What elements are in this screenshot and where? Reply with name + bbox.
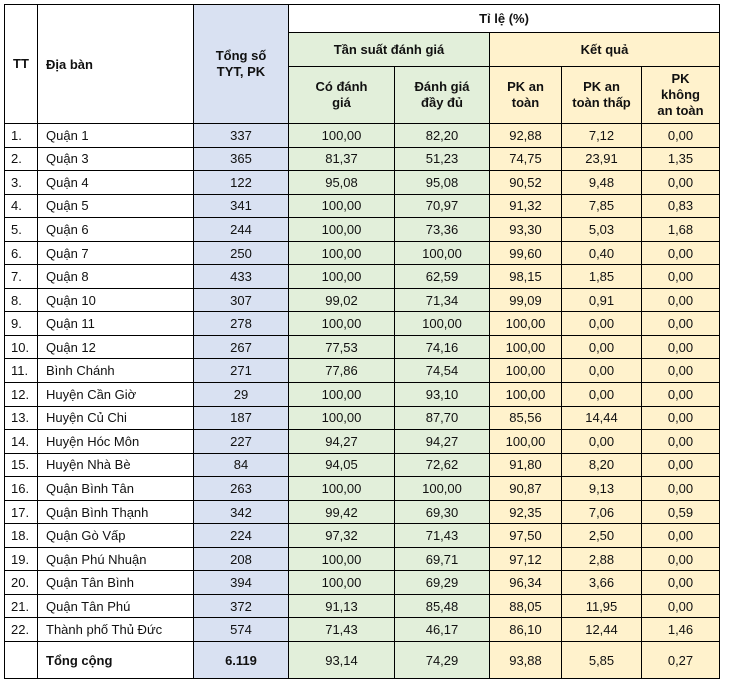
- row-low-safety: 23,91: [562, 147, 642, 171]
- row-safe: 100,00: [490, 312, 562, 336]
- row-assessed: 91,13: [289, 594, 395, 618]
- row-unsafe: 0,00: [642, 241, 720, 265]
- row-full: 87,70: [395, 406, 490, 430]
- row-assessed: 97,32: [289, 524, 395, 548]
- row-index: 14.: [5, 430, 38, 454]
- row-safe: 93,30: [490, 218, 562, 242]
- row-low-safety: 0,91: [562, 288, 642, 312]
- row-low-safety: 0,00: [562, 383, 642, 407]
- row-index: 11.: [5, 359, 38, 383]
- header-assessed-line1: Có đánh: [315, 79, 368, 94]
- row-safe: 96,34: [490, 571, 562, 595]
- row-unsafe: 0,00: [642, 524, 720, 548]
- row-index: 18.: [5, 524, 38, 548]
- row-total: 250: [194, 241, 289, 265]
- row-unsafe: 0,00: [642, 571, 720, 595]
- row-index: 6.: [5, 241, 38, 265]
- row-safe: 86,10: [490, 618, 562, 642]
- row-place: Quận Tân Bình: [38, 571, 194, 595]
- table-row: [5, 430, 720, 454]
- table-row: [5, 241, 720, 265]
- header-place: Địa bàn: [38, 5, 194, 124]
- row-place: Huyện Củ Chi: [38, 406, 194, 430]
- row-unsafe: 0,00: [642, 335, 720, 359]
- row-total: 263: [194, 477, 289, 501]
- row-low-safety: 7,12: [562, 124, 642, 148]
- row-total: 574: [194, 618, 289, 642]
- row-assessed: 99,02: [289, 288, 395, 312]
- row-total: 307: [194, 288, 289, 312]
- row-assessed: 94,05: [289, 453, 395, 477]
- header-total-line2: TYT, PK: [216, 64, 266, 79]
- table-row: [5, 406, 720, 430]
- row-place: Quận 3: [38, 147, 194, 171]
- row-place: Thành phố Thủ Đức: [38, 618, 194, 642]
- row-low-safety: 11,95: [562, 594, 642, 618]
- total-count: 6.119: [194, 642, 289, 679]
- row-full: 82,20: [395, 124, 490, 148]
- row-total: 244: [194, 218, 289, 242]
- row-assessed: 100,00: [289, 194, 395, 218]
- row-unsafe: 0,00: [642, 288, 720, 312]
- header-total: [194, 5, 289, 124]
- row-safe: 98,15: [490, 265, 562, 289]
- table-row: [5, 500, 720, 524]
- total-full: 74,29: [395, 642, 490, 679]
- row-low-safety: 12,44: [562, 618, 642, 642]
- row-total: 337: [194, 124, 289, 148]
- row-index: 7.: [5, 265, 38, 289]
- row-full: 71,43: [395, 524, 490, 548]
- total-row: [5, 642, 720, 679]
- header-safe-line1: PK an: [507, 79, 544, 94]
- row-index: 3.: [5, 171, 38, 195]
- row-assessed: 77,53: [289, 335, 395, 359]
- row-unsafe: 1,68: [642, 218, 720, 242]
- row-safe: 91,80: [490, 453, 562, 477]
- total-assessed: 93,14: [289, 642, 395, 679]
- row-total: 342: [194, 500, 289, 524]
- table-row: [5, 124, 720, 148]
- row-place: Huyện Cần Giờ: [38, 383, 194, 407]
- row-place: Quận 4: [38, 171, 194, 195]
- header-total-line1: Tổng số: [215, 48, 267, 63]
- row-index: 21.: [5, 594, 38, 618]
- row-safe: 90,52: [490, 171, 562, 195]
- row-assessed: 100,00: [289, 383, 395, 407]
- row-assessed: 99,42: [289, 500, 395, 524]
- header-tt: TT: [5, 5, 38, 124]
- row-low-safety: 2,88: [562, 547, 642, 571]
- table-row: [5, 547, 720, 571]
- row-low-safety: 8,20: [562, 453, 642, 477]
- row-total: 267: [194, 335, 289, 359]
- row-full: 73,36: [395, 218, 490, 242]
- row-full: 74,16: [395, 335, 490, 359]
- row-assessed: 81,37: [289, 147, 395, 171]
- row-full: 93,10: [395, 383, 490, 407]
- row-assessed: 95,08: [289, 171, 395, 195]
- row-safe: 99,09: [490, 288, 562, 312]
- row-unsafe: 0,00: [642, 171, 720, 195]
- row-index: 16.: [5, 477, 38, 501]
- row-safe: 97,50: [490, 524, 562, 548]
- table-row: [5, 265, 720, 289]
- row-assessed: 100,00: [289, 265, 395, 289]
- row-unsafe: 0,00: [642, 265, 720, 289]
- row-total: 227: [194, 430, 289, 454]
- row-index: 5.: [5, 218, 38, 242]
- table-row: [5, 288, 720, 312]
- header-row-1: [5, 5, 720, 33]
- row-full: 74,54: [395, 359, 490, 383]
- row-unsafe: 0,00: [642, 594, 720, 618]
- row-index: 15.: [5, 453, 38, 477]
- table-row: [5, 171, 720, 195]
- row-place: Quận 1: [38, 124, 194, 148]
- row-unsafe: 0,59: [642, 500, 720, 524]
- row-full: 70,97: [395, 194, 490, 218]
- row-low-safety: 0,00: [562, 430, 642, 454]
- total-low-safety: 5,85: [562, 642, 642, 679]
- header-unsafe: [642, 67, 720, 124]
- header-low-line1: PK an: [583, 79, 620, 94]
- row-place: Quận Tân Phú: [38, 594, 194, 618]
- row-low-safety: 2,50: [562, 524, 642, 548]
- row-full: 69,71: [395, 547, 490, 571]
- row-total: 433: [194, 265, 289, 289]
- table-body: [5, 124, 720, 642]
- row-place: Quận 8: [38, 265, 194, 289]
- row-total: 365: [194, 147, 289, 171]
- header-full-line1: Đánh giá: [414, 79, 470, 94]
- clinic-safety-table: [4, 4, 720, 679]
- row-place: Quận 10: [38, 288, 194, 312]
- row-total: 122: [194, 171, 289, 195]
- row-index: 13.: [5, 406, 38, 430]
- row-safe: 85,56: [490, 406, 562, 430]
- table-row: [5, 312, 720, 336]
- row-unsafe: 1,35: [642, 147, 720, 171]
- row-safe: 100,00: [490, 383, 562, 407]
- row-assessed: 100,00: [289, 406, 395, 430]
- row-unsafe: 0,00: [642, 477, 720, 501]
- row-safe: 100,00: [490, 430, 562, 454]
- header-assessed: [289, 67, 395, 124]
- table-row: [5, 218, 720, 242]
- row-low-safety: 7,06: [562, 500, 642, 524]
- row-unsafe: 0,00: [642, 547, 720, 571]
- row-full: 69,29: [395, 571, 490, 595]
- row-assessed: 100,00: [289, 241, 395, 265]
- row-safe: 97,12: [490, 547, 562, 571]
- row-index: 20.: [5, 571, 38, 595]
- row-total: 372: [194, 594, 289, 618]
- row-assessed: 71,43: [289, 618, 395, 642]
- row-low-safety: 0,00: [562, 312, 642, 336]
- table-row: [5, 383, 720, 407]
- row-assessed: 100,00: [289, 547, 395, 571]
- row-total: 278: [194, 312, 289, 336]
- row-low-safety: 5,03: [562, 218, 642, 242]
- table-row: [5, 335, 720, 359]
- row-total: 224: [194, 524, 289, 548]
- row-index: 12.: [5, 383, 38, 407]
- table-row: [5, 194, 720, 218]
- total-safe: 93,88: [490, 642, 562, 679]
- row-assessed: 100,00: [289, 571, 395, 595]
- row-index: 22.: [5, 618, 38, 642]
- row-total: 271: [194, 359, 289, 383]
- row-unsafe: 0,00: [642, 406, 720, 430]
- row-place: Quận Gò Vấp: [38, 524, 194, 548]
- header-frequency: Tần suất đánh giá: [289, 33, 490, 67]
- row-low-safety: 9,13: [562, 477, 642, 501]
- row-assessed: 100,00: [289, 124, 395, 148]
- row-index: 19.: [5, 547, 38, 571]
- header-unsafe-line1: PK: [671, 71, 690, 86]
- row-unsafe: 0,83: [642, 194, 720, 218]
- header-assessed-line2: giá: [332, 95, 351, 110]
- row-full: 85,48: [395, 594, 490, 618]
- row-index: 9.: [5, 312, 38, 336]
- header-full-line2: đầy đủ: [421, 95, 463, 110]
- row-place: Quận Phú Nhuận: [38, 547, 194, 571]
- row-full: 100,00: [395, 312, 490, 336]
- row-full: 46,17: [395, 618, 490, 642]
- header-unsafe-line2: không: [661, 87, 700, 102]
- row-place: Quận 6: [38, 218, 194, 242]
- row-place: Quận Bình Tân: [38, 477, 194, 501]
- row-safe: 99,60: [490, 241, 562, 265]
- row-safe: 92,35: [490, 500, 562, 524]
- row-place: Huyện Hóc Môn: [38, 430, 194, 454]
- row-total: 29: [194, 383, 289, 407]
- row-unsafe: 0,00: [642, 359, 720, 383]
- row-index: 1.: [5, 124, 38, 148]
- table-row: [5, 571, 720, 595]
- row-unsafe: 0,00: [642, 124, 720, 148]
- row-total: 187: [194, 406, 289, 430]
- row-safe: 92,88: [490, 124, 562, 148]
- header-low-safety: [562, 67, 642, 124]
- header-ratio: Tỉ lệ (%): [289, 5, 720, 33]
- row-assessed: 100,00: [289, 312, 395, 336]
- row-safe: 91,32: [490, 194, 562, 218]
- row-full: 94,27: [395, 430, 490, 454]
- table-row: [5, 477, 720, 501]
- row-low-safety: 0,40: [562, 241, 642, 265]
- row-full: 72,62: [395, 453, 490, 477]
- row-index: 17.: [5, 500, 38, 524]
- row-unsafe: 0,00: [642, 430, 720, 454]
- row-low-safety: 1,85: [562, 265, 642, 289]
- header-full: [395, 67, 490, 124]
- row-place: Quận 11: [38, 312, 194, 336]
- row-safe: 74,75: [490, 147, 562, 171]
- row-place: Quận Bình Thạnh: [38, 500, 194, 524]
- row-low-safety: 0,00: [562, 359, 642, 383]
- total-unsafe: 0,27: [642, 642, 720, 679]
- row-index: 4.: [5, 194, 38, 218]
- row-full: 71,34: [395, 288, 490, 312]
- header-low-line2: toàn thấp: [572, 95, 631, 110]
- row-full: 95,08: [395, 171, 490, 195]
- row-low-safety: 0,00: [562, 335, 642, 359]
- table-row: [5, 618, 720, 642]
- table-row: [5, 594, 720, 618]
- total-tt-cell: [5, 642, 38, 679]
- row-low-safety: 3,66: [562, 571, 642, 595]
- row-low-safety: 7,85: [562, 194, 642, 218]
- row-full: 100,00: [395, 477, 490, 501]
- row-safe: 100,00: [490, 359, 562, 383]
- row-index: 2.: [5, 147, 38, 171]
- header-result: Kết quả: [490, 33, 720, 67]
- row-assessed: 94,27: [289, 430, 395, 454]
- table-row: [5, 359, 720, 383]
- table-row: [5, 453, 720, 477]
- row-place: Quận 7: [38, 241, 194, 265]
- row-index: 10.: [5, 335, 38, 359]
- header-safe-line2: toàn: [511, 95, 540, 110]
- row-safe: 90,87: [490, 477, 562, 501]
- row-unsafe: 1,46: [642, 618, 720, 642]
- row-full: 69,30: [395, 500, 490, 524]
- row-assessed: 77,86: [289, 359, 395, 383]
- row-low-safety: 9,48: [562, 171, 642, 195]
- row-place: Bình Chánh: [38, 359, 194, 383]
- row-safe: 88,05: [490, 594, 562, 618]
- row-unsafe: 0,00: [642, 453, 720, 477]
- row-total: 394: [194, 571, 289, 595]
- row-place: Huyện Nhà Bè: [38, 453, 194, 477]
- header-unsafe-line3: an toàn: [657, 103, 704, 118]
- row-total: 84: [194, 453, 289, 477]
- row-full: 51,23: [395, 147, 490, 171]
- row-full: 100,00: [395, 241, 490, 265]
- row-index: 8.: [5, 288, 38, 312]
- row-assessed: 100,00: [289, 218, 395, 242]
- table-row: [5, 147, 720, 171]
- total-label: Tổng cộng: [38, 642, 194, 679]
- row-total: 341: [194, 194, 289, 218]
- row-low-safety: 14,44: [562, 406, 642, 430]
- row-full: 62,59: [395, 265, 490, 289]
- row-total: 208: [194, 547, 289, 571]
- header-safe: [490, 67, 562, 124]
- row-unsafe: 0,00: [642, 312, 720, 336]
- row-unsafe: 0,00: [642, 383, 720, 407]
- row-place: Quận 12: [38, 335, 194, 359]
- table-row: [5, 524, 720, 548]
- row-assessed: 100,00: [289, 477, 395, 501]
- row-place: Quận 5: [38, 194, 194, 218]
- row-safe: 100,00: [490, 335, 562, 359]
